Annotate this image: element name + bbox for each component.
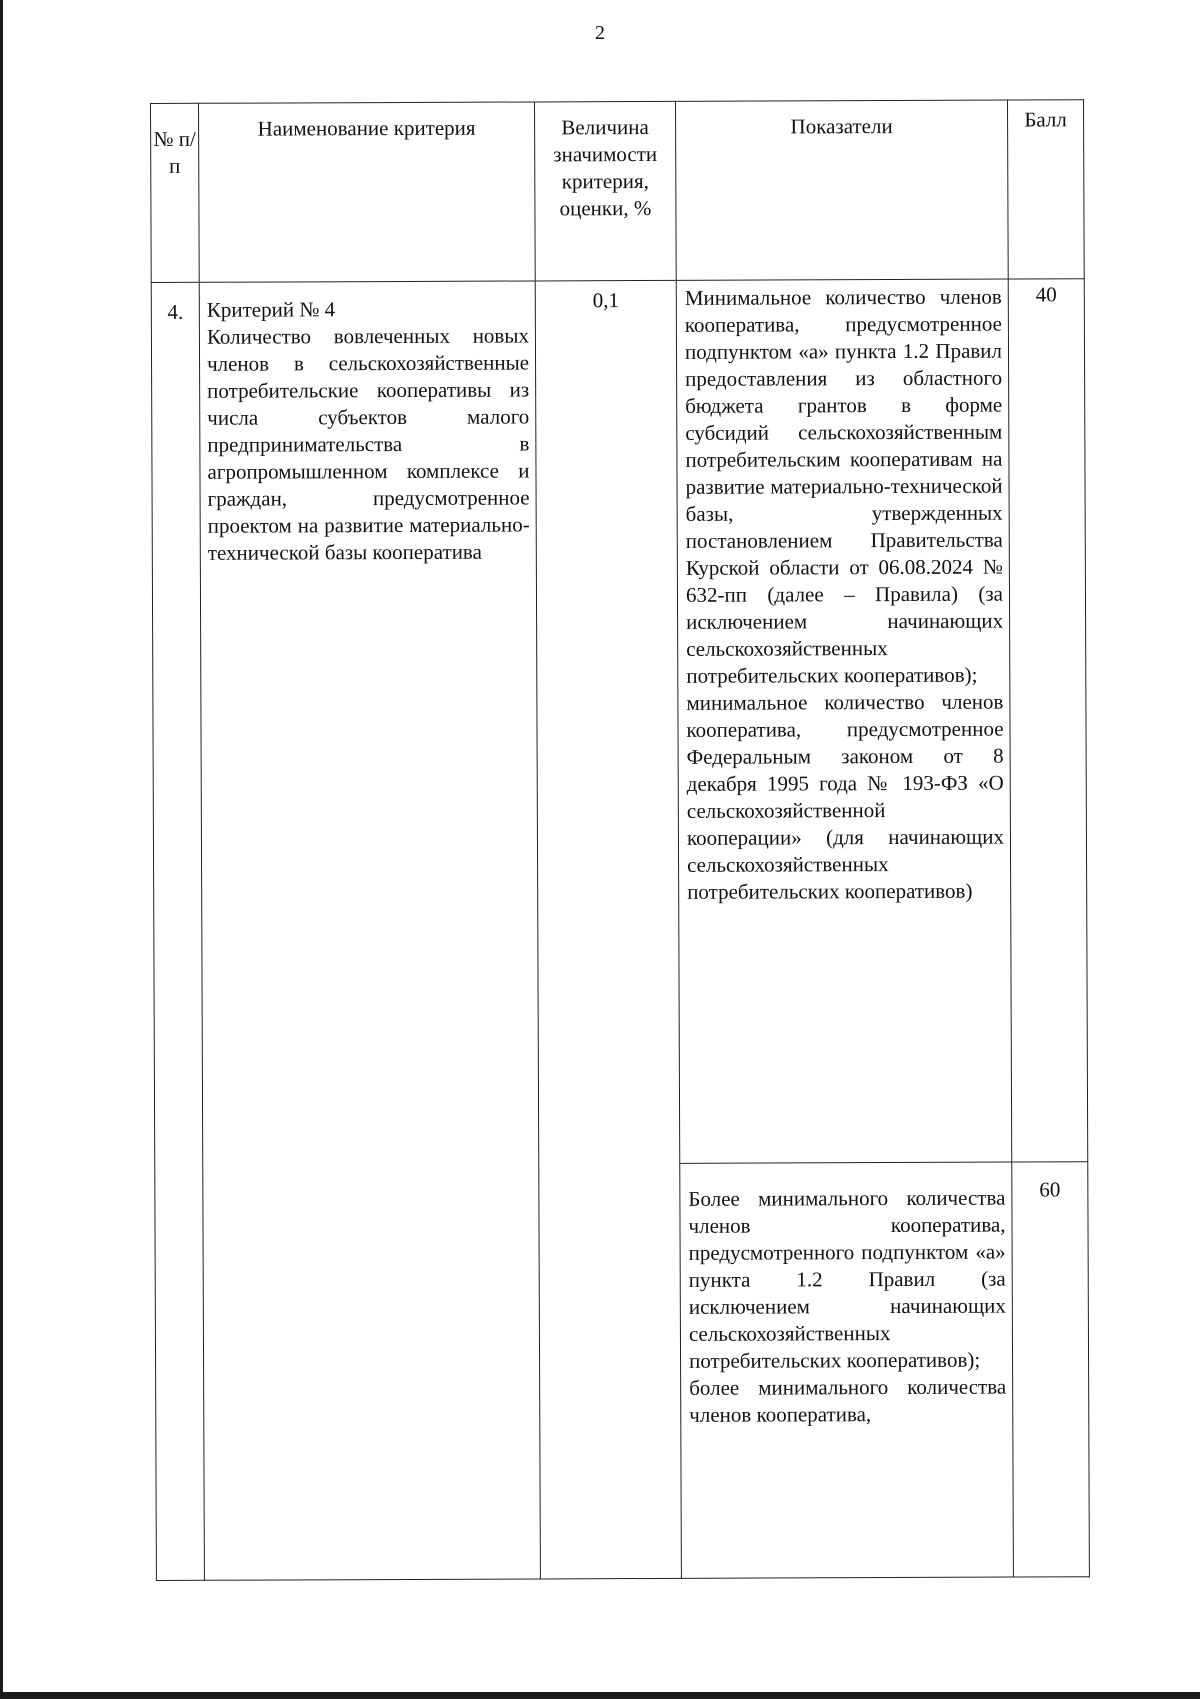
scan-edge-bottom bbox=[0, 1692, 1200, 1699]
indicator-cell-2 bbox=[680, 1162, 1014, 1578]
row-num: 4. bbox=[151, 282, 204, 1580]
criterion-title: Критерий № 4 bbox=[206, 297, 336, 322]
criterion-text: Количество вовлеченных новых членов в сельскохозяйственные потребительские кооперативы из числа субъектов малого предпринимательства в агропромышленном комплексе и граждан, предусмотренное проектом на развитие материально-технической базы кооператива bbox=[206, 323, 530, 565]
page-number: 2 bbox=[595, 22, 605, 44]
indicator-1-text-a: Минимальное количество членов кооператива, предусмотренное подпунктом «а» пункта 1.2 Правил предоставления из областного бюджета грантов в форме субсидий сельскохозяйственным потребительским кооперативам на развитие материально-технической базы, утвержденных постановлением Правительства Курской области от 06.08.2024 № 632-пп (далее – Правила) (за исключением начинающих сельскохозяйственных потребительских кооперативов); bbox=[684, 284, 1004, 688]
header-name: Наименование критерия bbox=[199, 102, 536, 282]
indicator-2-score: 60 bbox=[1012, 1162, 1090, 1577]
scan-edge-left bbox=[0, 0, 3, 1699]
weight-value: 0,1 bbox=[535, 280, 681, 1579]
table-row bbox=[151, 279, 1088, 1166]
header-num: № п/п bbox=[151, 103, 200, 282]
criteria-table bbox=[150, 99, 1090, 1581]
header-weight: Величина значимости критерия, оценки, % bbox=[534, 101, 676, 281]
table-header-row bbox=[151, 100, 1085, 283]
indicator-2-text-b: более минимального количества членов кооператива, bbox=[689, 1374, 1007, 1427]
criteria-table-wrapper bbox=[150, 99, 1089, 1581]
indicator-cell-1 bbox=[676, 279, 1012, 1163]
indicator-1-score: 40 bbox=[1008, 279, 1088, 1162]
criterion-cell bbox=[199, 281, 540, 1580]
indicator-1-text-b: минимальное количество членов кооператива, предусмотренное Федеральным законом от 8 декабря 1995 года № 193-ФЗ «О сельскохозяйственной кооперации» (для начинающих сельскохозяйственных потребительских кооперативов) bbox=[686, 689, 1004, 904]
header-indicators: Показатели bbox=[675, 100, 1008, 280]
indicator-2-text-a: Более минимального количества членов кооператива, предусмотренного подпунктом «а» пункта 1.2 Правил (за исключением начинающих сельскохозяйственных потребительских кооперативов); bbox=[688, 1185, 1006, 1373]
header-score: Балл bbox=[1007, 100, 1084, 279]
